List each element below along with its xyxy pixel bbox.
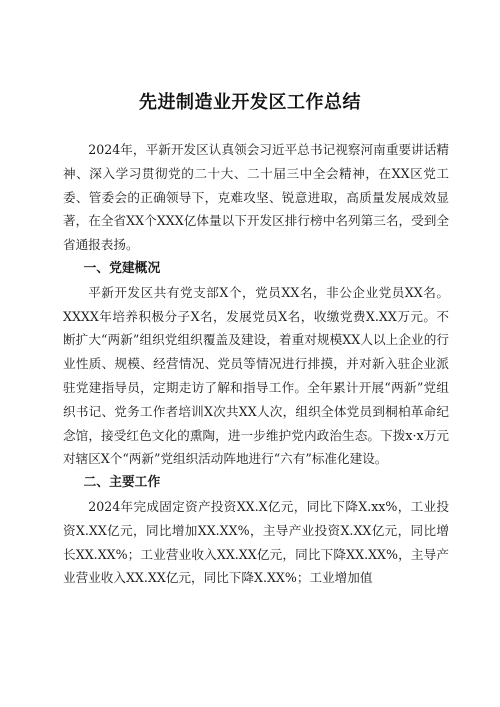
document-body xyxy=(63,138,449,590)
section-heading-main-work: 二、主要工作 xyxy=(83,475,161,491)
document-title: 先进制造业开发区工作总结 xyxy=(139,92,361,113)
intro-paragraph: 2024年，平新开发区认真领会习近平总书记视察河南重要讲话精神、深入学习贯彻党的二十大、二十届三中全会精神，在XX区党工委、管委会的正确领导下，克难攻坚、锐意进取，高质量发展成效显著，在全省XX个XXX亿体量以下开发区排行榜中名列第三名，受到全省通报表扬。 xyxy=(63,142,449,253)
section-heading-party-building: 一、党建概况 xyxy=(83,260,161,276)
section-paragraph-main-work: 2024年完成固定资产投资XX.X亿元，同比下降X.xx%，工业投资X.XX亿元，同比增加XX.XX%，主导产业投资X.XX亿元，同比增长XX.XX%；工业营业收入XX.XX亿元，同比下降XX.XX%，主导产业营业收入XX.XX亿元，同比下降X.XX%；工业增加值 xyxy=(63,498,449,586)
section-paragraph-party-building: 平新开发区共有党支部X个，党员XX名，非公企业党员XX名。XXXX年培养积极分子X名，发展党员X名，收缴党费X.XX万元。不断扩大“两新”组织党组织覆盖及建设，着重对规模XX人以上企业的行业性质、规模、经营情况、党员等情况进行排摸，并对新入驻企业派驻党建指导员，定期走访了解和指导工作。全年累计开展“两新”党组织书记、党务工作者培训X次共XX人次，组织全体党员到桐柏革命纪念馆，接受红色文化的熏陶，进一步维护党内政治生态。下拨x·x万元对辖区X个“两新”党组织活动阵地进行“六有”标准化建设。 xyxy=(63,284,449,467)
